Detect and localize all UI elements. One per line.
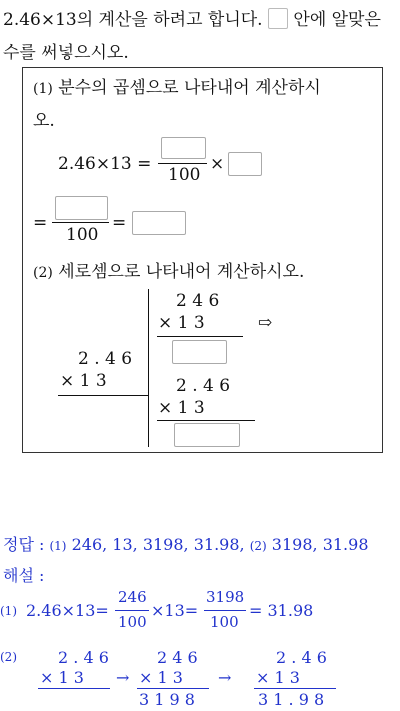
expl-l1-expr: 2.46×13= [26, 601, 109, 620]
expl-c3-line [254, 688, 336, 689]
explanation-label: 해설 : [3, 566, 45, 585]
left-multiplier: × 1 3 [60, 371, 107, 391]
numerator-answer-box-1[interactable] [161, 137, 206, 159]
expl-c3-top: 2 . 4 6 [276, 648, 327, 667]
answer-line [3, 532, 369, 555]
right-top-multiplicand: 2 4 6 [176, 291, 220, 311]
question-expression: 2.46×13 [3, 10, 77, 30]
right-bottom-multiplier: × 1 3 [158, 398, 205, 418]
answer-p2-values: 3198, 31.98 [271, 535, 369, 554]
expl-c2-line [137, 688, 209, 689]
fraction-bar-2 [52, 222, 109, 223]
right-bottom-multiplicand: 2 . 4 6 [176, 376, 231, 396]
part1-expression: 2.46×13 = [58, 154, 152, 174]
multiplier-answer-box[interactable] [228, 152, 262, 176]
part2-instruction [33, 257, 304, 282]
expl-c2-top: 2 4 6 [157, 648, 198, 667]
expl-frac2-bar [204, 610, 246, 611]
expl-frac2-den: 100 [210, 613, 239, 631]
expl-l1-mid: ×13= [151, 601, 199, 620]
right-arrow-icon: ⇨ [258, 313, 273, 333]
expl-frac2-num: 3198 [206, 588, 245, 606]
result-answer-box[interactable] [132, 211, 186, 235]
expl-c2-result: 3 1 9 8 [139, 690, 195, 709]
expl-c1-mul: × 1 3 [40, 668, 84, 687]
expl-l1-end: = 31.98 [249, 601, 314, 620]
expl-arrow-2: → [218, 668, 232, 687]
part2-label: (2) [33, 265, 53, 281]
blank-box-icon [268, 8, 288, 29]
denominator-2: 100 [66, 225, 99, 245]
part2-text: 세로셈으로 나타내어 계산하시오. [58, 262, 305, 282]
expl-arrow-1: → [116, 668, 130, 687]
expl-frac1-num: 246 [118, 588, 147, 606]
expl-l2-label: (2) [0, 650, 17, 664]
left-line [58, 395, 148, 396]
times-sign: × [210, 154, 225, 174]
expl-c2-mul: × 1 3 [139, 668, 183, 687]
expl-c1-top: 2 . 4 6 [58, 648, 109, 667]
expl-l1-label: (1) [0, 604, 17, 618]
right-top-multiplier: × 1 3 [158, 313, 205, 333]
part1-label: (1) [33, 81, 53, 97]
expl-c3-result: 3 1 . 9 8 [258, 690, 325, 709]
answer-p1-values: 246, 13, 3198, 31.98, [71, 535, 245, 554]
numerator-answer-box-2[interactable] [55, 196, 108, 220]
right-bottom-line [157, 420, 255, 421]
expl-frac1-bar [115, 610, 149, 611]
expl-c3-mul: × 1 3 [256, 668, 300, 687]
left-multiplicand: 2 . 4 6 [78, 349, 133, 369]
denominator-1: 100 [168, 165, 201, 185]
question-line-2: 수를 써넣으시오. [3, 43, 129, 63]
part1-text: 분수의 곱셈으로 나타내어 계산하시 [58, 78, 321, 98]
expl-c1-line [38, 688, 110, 689]
integer-product-answer-box[interactable] [172, 340, 227, 364]
answer-p2-label: (2) [249, 539, 267, 553]
expl-frac1-den: 100 [118, 613, 147, 631]
question-tail: 안에 알맞은 [293, 10, 381, 30]
right-top-line [157, 336, 243, 337]
equals-mid: = [112, 213, 127, 233]
decimal-product-answer-box[interactable] [174, 423, 240, 447]
answer-label: 정답 : [3, 535, 45, 554]
part1-instruction [33, 73, 321, 98]
question-line-1 [3, 5, 381, 30]
vertical-divider [148, 289, 149, 447]
answer-p1-label: (1) [49, 539, 67, 553]
question-text: 의 계산을 하려고 합니다. [76, 10, 263, 30]
part1-text-cont: 오. [33, 111, 55, 131]
equals-start: = [33, 213, 48, 233]
